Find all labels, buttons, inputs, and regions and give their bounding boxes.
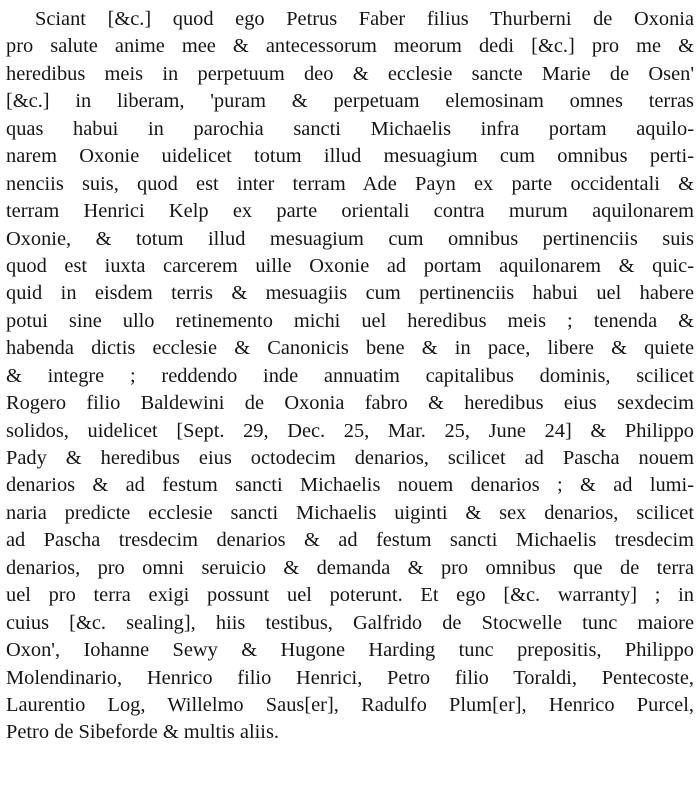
text-line: & integre ; reddendo inde annuatim capitalibus dominis, scilicet xyxy=(6,364,694,387)
text-line: [&c.] in liberam, 'puram & perpetuam elemosinam omnes terras xyxy=(6,90,694,113)
text-line: Pady & heredibus eius octodecim denarios, scilicet ad Pascha nouem xyxy=(6,447,694,469)
text-line: narem Oxonie uidelicet totum illud mesuagium cum omnibus perti- xyxy=(6,145,694,168)
text-line: Rogero filio Baldewini de Oxonia fabro & heredibus eius sexdecim xyxy=(6,392,694,415)
text-line: Sciant [&c.] quod ego Petrus Faber filius Thurberni de Oxonia xyxy=(35,8,694,30)
text-line: potui sine ullo retinemento michi uel heredibus meis ; tenenda & xyxy=(6,309,694,332)
text-line: naria predicte ecclesie sancti Michaelis uiginti & sex denarios, scilicet xyxy=(6,501,694,524)
text-line: Laurentio Log, Willelmo Saus[er], Radulfo Plum[er], Henrico Purcel, xyxy=(6,693,694,716)
text-line: Oxonie, & totum illud mesuagium cum omnibus pertinenciis suis xyxy=(6,227,694,250)
text-line: habenda dictis ecclesie & Canonicis bene & in pace, libere & quiete xyxy=(6,337,694,360)
text-line: ad Pascha tresdecim denarios & ad festum sancti Michaelis tresdecim xyxy=(6,529,694,552)
text-line: solidos, uidelicet [Sept. 29, Dec. 25, Mar. 25, June 24] & Philippo xyxy=(6,419,694,442)
text-line: quas habui in parochia sancti Michaelis infra portam aquilo- xyxy=(6,117,694,140)
text-line: heredibus meis in perpetuum deo & ecclesie sancte Marie de Osen' xyxy=(6,62,694,85)
text-line: Molendinario, Henrico filio Henrici, Petro filio Toraldi, Pentecoste, xyxy=(6,666,694,689)
text-line: denarios & ad festum sancti Michaelis nouem denarios ; & ad lumi- xyxy=(6,474,694,497)
text-line: nenciis suis, quod est inter terram Ade Payn ex parte occidentali & xyxy=(6,172,694,195)
text-line: terram Henrici Kelp ex parte orientali contra murum aquilonarem xyxy=(6,200,694,223)
text-line: quid in eisdem terris & mesuagiis cum pertinenciis habui uel habere xyxy=(6,282,694,305)
text-line: uel pro terra exigi possunt uel poterunt. Et ego [&c. warranty] ; in xyxy=(6,584,694,607)
text-line: cuius [&c. sealing], hiis testibus, Galfrido de Stocwelle tunc maiore xyxy=(6,611,694,634)
text-line: denarios, pro omni seruicio & demanda & pro omnibus que de terra xyxy=(6,556,694,579)
text-line: Oxon', Iohanne Sewy & Hugone Harding tunc prepositis, Philippo xyxy=(6,639,694,662)
text-line: pro salute anime mee & antecessorum meorum dedi [&c.] pro me & xyxy=(6,35,694,58)
text-line: quod est iuxta carcerem uille Oxonie ad portam aquilonarem & quic- xyxy=(6,254,694,277)
text-line-last: Petro de Sibeforde & multis aliis. xyxy=(6,721,279,744)
